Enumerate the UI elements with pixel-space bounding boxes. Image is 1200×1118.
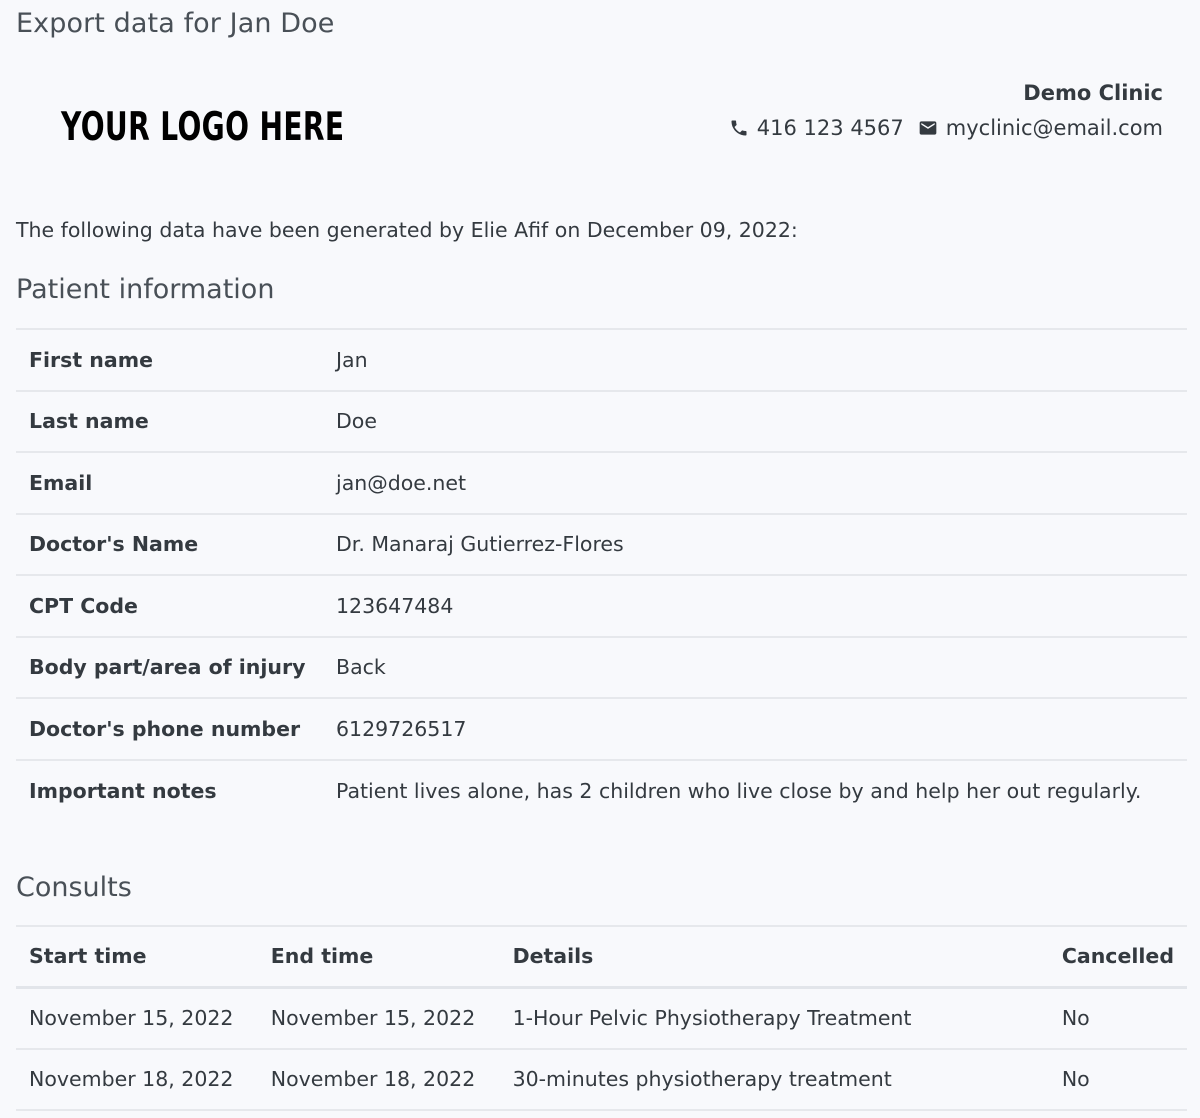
clinic-contact-row <box>729 113 1163 143</box>
page-title: Export data for Jan Doe <box>16 8 335 39</box>
table-row <box>16 698 1187 760</box>
table-row <box>16 760 1187 822</box>
field-value: Back <box>336 655 386 680</box>
details-cell: 1-Hour Pelvic Physiotherapy Treatment <box>512 1006 912 1030</box>
field-value: Jan <box>336 347 368 372</box>
table-row <box>16 329 1187 391</box>
patient-info-table <box>16 328 1187 821</box>
column-header-end-time: End time <box>270 944 374 969</box>
table-row <box>16 514 1187 576</box>
clinic-logo: YOUR LOGO HERE <box>61 105 345 150</box>
cancelled-cell: No <box>1061 1067 1090 1092</box>
patient-info-heading: Patient information <box>16 274 275 305</box>
field-label: First name <box>29 347 153 372</box>
field-value: Dr. Manaraj Gutierrez-Flores <box>336 532 624 557</box>
field-value: Patient lives alone, has 2 children who live close by and help her out regularly. <box>336 778 1142 803</box>
start-time-cell: November 15, 2022 <box>29 1006 234 1030</box>
column-header-cancelled: Cancelled <box>1061 944 1174 969</box>
end-time-cell: November 18, 2022 <box>270 1067 476 1092</box>
clinic-email: myclinic@email.com <box>945 116 1163 140</box>
field-value: 6129726517 <box>336 716 467 741</box>
field-label: Body part/area of injury <box>29 655 306 680</box>
field-label: CPT Code <box>29 593 138 618</box>
table-row <box>16 1049 1187 1111</box>
field-label: Doctor's phone number <box>29 716 301 741</box>
table-row <box>16 987 1187 1049</box>
start-time-cell: November 18, 2022 <box>29 1067 234 1092</box>
field-label: Last name <box>29 409 149 434</box>
clinic-name: Demo Clinic <box>1023 81 1163 105</box>
envelope-icon <box>918 118 938 138</box>
field-label: Email <box>29 470 93 495</box>
clinic-contact-block <box>729 78 1163 143</box>
field-label: Doctor's Name <box>29 532 199 557</box>
table-row <box>16 391 1187 453</box>
table-row <box>16 575 1187 637</box>
cancelled-cell: No <box>1061 1006 1090 1030</box>
details-cell: 30-minutes physiotherapy treatment <box>512 1067 892 1092</box>
consults-heading: Consults <box>16 872 132 903</box>
field-label: Important notes <box>29 778 217 803</box>
consults-header-row <box>16 926 1187 987</box>
clinic-phone: 416 123 4567 <box>756 116 904 140</box>
generated-note: The following data have been generated by Elie Afif on December 09, 2022: <box>16 218 798 242</box>
field-value: 123647484 <box>336 593 454 618</box>
end-time-cell: November 15, 2022 <box>270 1006 476 1030</box>
field-value: Doe <box>336 409 377 434</box>
phone-icon <box>729 118 749 138</box>
column-header-start-time: Start time <box>29 944 147 969</box>
column-header-details: Details <box>512 944 594 969</box>
table-row <box>16 452 1187 514</box>
field-value: jan@doe.net <box>336 470 467 495</box>
table-row <box>16 637 1187 699</box>
consults-table <box>16 925 1187 1111</box>
